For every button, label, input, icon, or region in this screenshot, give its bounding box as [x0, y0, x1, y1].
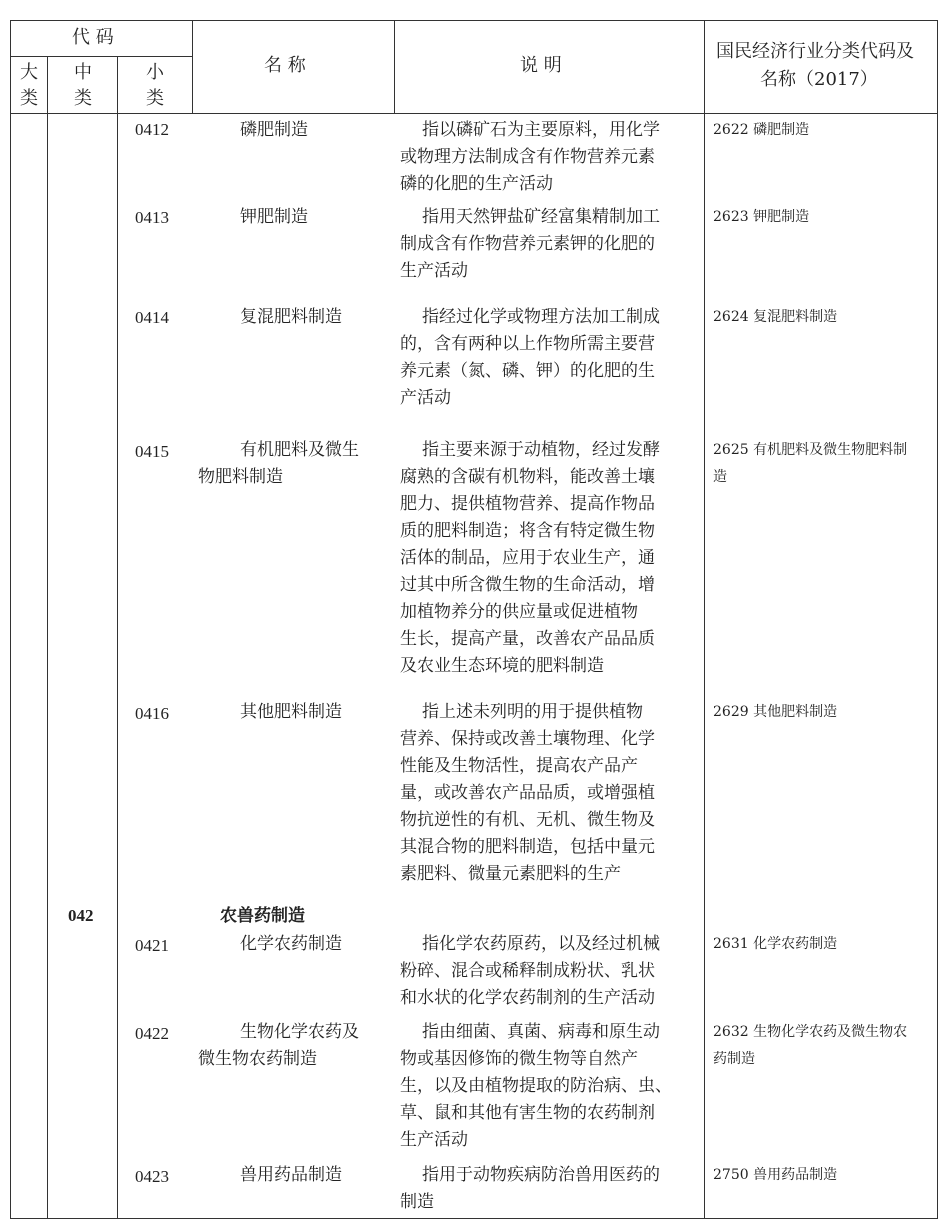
bottom-border — [10, 1218, 938, 1219]
header-gb-line-2: 名称（2017） — [760, 69, 878, 90]
row-0412-gb: 2622 磷肥制造 — [713, 122, 810, 138]
row-0416-code: 0416 — [135, 704, 169, 723]
row-0413-gb: 2623 钾肥制造 — [713, 209, 810, 225]
col-divider-medium — [117, 57, 118, 1219]
header-name: 名 称 — [264, 55, 306, 76]
row-0412-name: 磷肥制造 — [240, 120, 308, 140]
header-medium-1: 中 — [74, 62, 92, 83]
row-0415-gb: 2625 有机肥料及微生物肥料制 造 — [713, 442, 908, 485]
row-0414-name: 复混肥料制造 — [240, 307, 342, 327]
col-divider-name — [394, 20, 395, 114]
row-0421-description: 指化学农药原药，以及经过机械 粉碎、混合或稀释制成粉状、乳状 和水状的化学农药制剂的生产活动 — [400, 934, 660, 1008]
row-0414-description: 指经过化学或物理方法加工制成 的，含有两种以上作物所需主要营 养元素（氮、磷、钾）的化肥的生 产活动 — [400, 307, 660, 408]
row-0422-code: 0422 — [135, 1024, 169, 1043]
col-divider-minor — [192, 20, 193, 114]
row-0413-code: 0413 — [135, 208, 169, 227]
header-code-group: 代 码 — [72, 27, 114, 48]
header-minor-2: 类 — [146, 88, 164, 109]
row-0421-name: 化学农药制造 — [240, 934, 342, 954]
row-0421-gb: 2631 化学农药制造 — [713, 936, 838, 952]
col-divider-desc — [704, 20, 705, 1219]
row-0421-code: 0421 — [135, 936, 169, 955]
row-0413-name: 钾肥制造 — [240, 207, 308, 227]
row-0414-gb: 2624 复混肥料制造 — [713, 309, 838, 325]
row-0416-gb: 2629 其他肥料制造 — [713, 704, 838, 720]
row-0422-description: 指由细菌、真菌、病毒和原生动 物或基因修饰的微生物等自然产 生，以及由植物提取的防治病、虫、 草、鼠和其他有害生物的农药制剂 生产活动 — [400, 1022, 672, 1150]
row-0422-gb: 2632 生物化学农药及微生物农 药制造 — [713, 1024, 908, 1067]
row-0423-name: 兽用药品制造 — [240, 1165, 342, 1185]
row-0416-description: 指上述未列明的用于提供植物 营养、保持或改善土壤物理、化学 性能及生物活性，提高农产品产 量，或改善农产品品质，或增强植 物抗逆性的有机、无机、微生物及 其混合物的肥料制造，包括中量元 素肥料、微量元素肥料的生产 — [400, 702, 655, 884]
row-0422-name: 生物化学农药及 微生物农药制造 — [198, 1022, 359, 1069]
top-border — [10, 20, 938, 21]
medium-category-name: 农兽药制造 — [220, 906, 305, 926]
row-0423-description: 指用于动物疾病防治兽用医药的 制造 — [400, 1165, 660, 1212]
header-major-1: 大 — [20, 62, 38, 83]
row-0416-name: 其他肥料制造 — [240, 702, 342, 722]
header-major-2: 类 — [20, 88, 38, 109]
header-gb-line-1: 国民经济行业分类代码及 — [716, 41, 914, 62]
row-0413-description: 指用天然钾盐矿经富集精制加工 制成含有作物营养元素钾的化肥的 生产活动 — [400, 207, 660, 281]
medium-category-code: 042 — [68, 906, 94, 925]
row-0412-code: 0412 — [135, 120, 169, 139]
row-0414-code: 0414 — [135, 308, 169, 327]
header-medium-2: 类 — [74, 88, 92, 109]
row-0412-description: 指以磷矿石为主要原料，用化学 或物理方法制成含有作物营养元素 磷的化肥的生产活动 — [400, 120, 660, 194]
col-divider-major — [47, 57, 48, 1219]
row-0415-name: 有机肥料及微生 物肥料制造 — [198, 440, 359, 487]
row-0415-code: 0415 — [135, 442, 169, 461]
row-0415-description: 指主要来源于动植物，经过发酵 腐熟的含碳有机物料，能改善土壤 肥力、提供植物营养、提高作物品 质的肥料制造；将含有特定微生物 活体的制品，应用于农业生产，通 过其中所含微生物的生命活动，增 加植物养分的供应量或促进植物 生长，提高产量，改善农产品品质 及农业生态环境的肥料制造 — [400, 440, 660, 676]
header-bottom-border — [10, 113, 938, 114]
header-description: 说 明 — [520, 55, 562, 76]
row-0423-gb: 2750 兽用药品制造 — [713, 1167, 838, 1183]
code-group-divider — [10, 56, 192, 57]
header-minor-1: 小 — [146, 62, 164, 83]
left-border — [10, 20, 11, 1219]
row-0423-code: 0423 — [135, 1167, 169, 1186]
